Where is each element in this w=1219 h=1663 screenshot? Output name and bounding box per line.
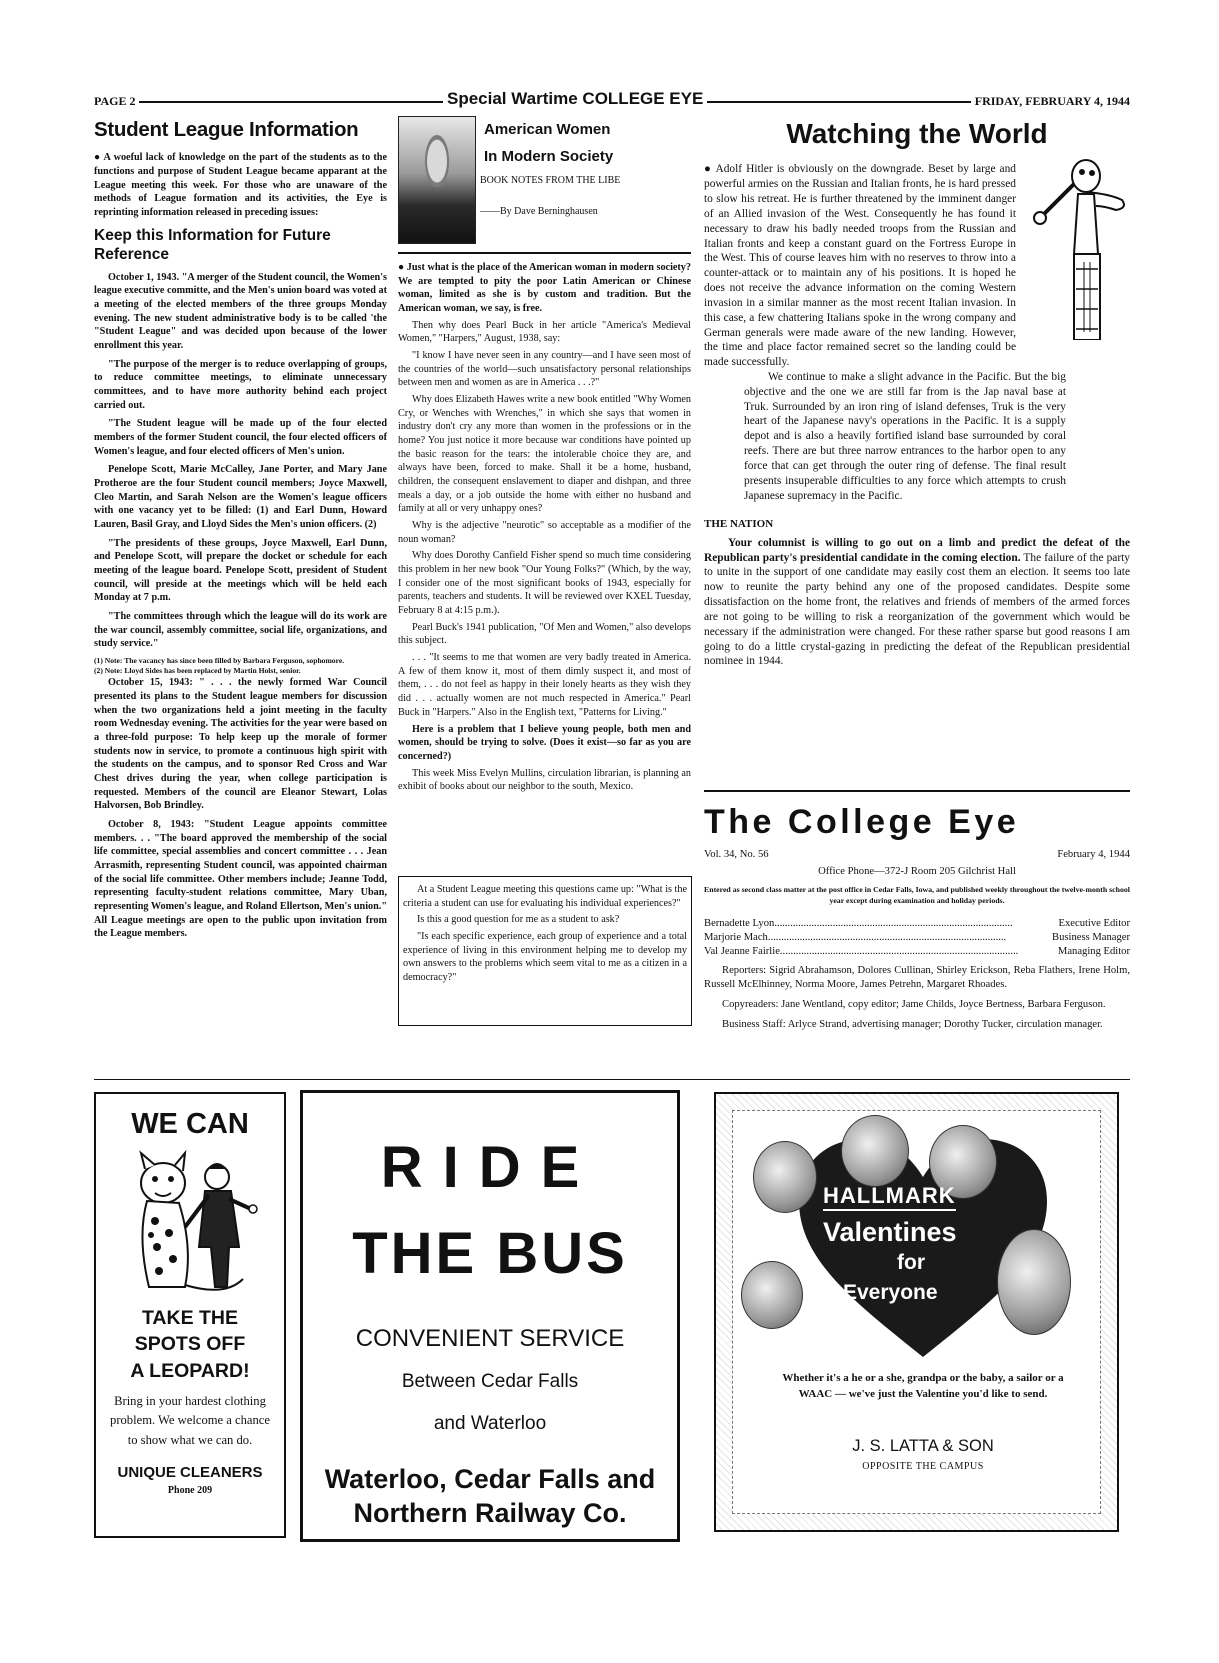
book-paragraph: Then why does Pearl Buck in her article "America's Medieval Women," "Harpers," August, 1938, say: — [398, 319, 691, 345]
league-lead: ● A woeful lack of knowledge on the part of the students as to the functions and purpose of Student League became apparant at the League meeting this week. For those who are unaware of the methods of League formation and its activities, the Eye is reprinting information released in preceding issues: — [94, 152, 387, 219]
business-staff-list: Business Staff: Arlyce Strand, advertising manager; Dorothy Tucker, circulation manager. — [722, 1018, 1103, 1030]
reporters-list: Reporters: Sigrid Abrahamson, Dolores Cullinan, Shirley Erickson, Reba Flathers, Irene Holm, Russell McElhinney, Norma Moore, James Petrehn, Margaret Rhoades. — [704, 965, 1130, 991]
paper-title: Special Wartime COLLEGE EYE — [443, 89, 707, 109]
book-notes-headline-2: In Modern Society — [484, 148, 614, 165]
leader-dots: .......................................................................................... — [767, 931, 1007, 943]
ride-the-bus-ad — [300, 1090, 680, 1542]
league-subhead: Keep this Information for Future Reference — [94, 226, 331, 264]
masthead-office: Office Phone—372-J Room 205 Gilchrist Hall — [818, 865, 1016, 877]
store-address: OPPOSITE THE CAMPUS — [862, 1461, 984, 1472]
staff-name: Val Jeanne Fairlie — [704, 945, 780, 957]
face-icon — [841, 1115, 909, 1187]
staff-role: Managing Editor — [1057, 945, 1130, 957]
league-paragraph: "The committees through which the league will do its work are the war council, assembly committee, social life, organizations, and study service." — [94, 611, 387, 650]
book-paragraph: Why is the adjective "neurotic" so acceptable as a modifier of the noun woman? — [398, 520, 691, 545]
book-notes-byline: ——By Dave Berninghausen — [480, 206, 598, 218]
world-headline: Watching the World — [786, 118, 1048, 149]
leader-dots: .......................................................................................... — [774, 918, 1013, 930]
author-portrait — [398, 116, 476, 244]
book-notes-headline-1: American Women — [484, 121, 611, 138]
cleaners-name: UNIQUE CLEANERS — [117, 1464, 263, 1482]
box-paragraph: Is this a good question for me as a student to ask? — [417, 914, 620, 926]
staff-name: Bernadette Lyon — [704, 918, 775, 930]
book-paragraph: Pearl Buck's 1941 publication, "Of Men and Women," also develops this subject. — [398, 621, 691, 647]
league-headline: Student League Information — [94, 118, 359, 141]
bus-service: CONVENIENT SERVICE — [355, 1325, 625, 1352]
bus-headline-2: THE BUS — [352, 1221, 628, 1286]
cleaners-line-1: TAKE THE — [141, 1307, 239, 1329]
railway-name-1: Waterloo, Cedar Falls and — [324, 1464, 656, 1494]
cleaners-line-3: A LEOPARD! — [130, 1359, 250, 1382]
page-header — [94, 89, 1130, 112]
masthead-entry-notice: Entered as second class matter at the post office in Cedar Falls, Iowa, and published weekly throughout the twelve-month school year except during examination and holiday periods. — [704, 884, 1130, 906]
leader-dots: .......................................................................................... — [779, 945, 1019, 957]
world-paragraph: ● Adolf Hitler is obviously on the downgrade. Beset by large and powerful armies on the Russian and Italian fronts, he is hard pressed to slow his retreat. He is further threatened by the imminent danger of an Allied invasion of the West. Consequently he has found it necessary to draw his badly needed troops from the Russian and Italian fronts and keep a constant guard on the Fortress Europe in the West. This of course leaves him with no reserves to throw into a counter-attack or to maintain any of his positions. It is hoped he does not receive the advance information on the coming Western invasion in a similar manner as the most recent Italian invasion. In this case, a few chattering Italians spoke in the wrong company and German generals were made aware of the new landing. However, the time and place factor remained secret so the landing could be made successfully. — [704, 163, 1016, 369]
railway-name-2: Northern Railway Co. — [353, 1497, 627, 1528]
book-paragraph: This week Miss Evelyn Mullins, circulation librarian, is planning an exhibit of books about our neighbor to the south, Mexico. — [398, 767, 691, 793]
face-icon — [753, 1141, 817, 1213]
league-paragraph: "The presidents of these groups, Joyce Maxwell, Earl Dunn, and Penelope Scott, will prepare the docket or schedule for each meeting of the league board. Penelope Scott, president of Student council, will preside at the meetings which will be held each Monday at 7 p.m. — [94, 537, 387, 604]
telescope-cartoon-icon — [1024, 154, 1134, 340]
bus-route-1: Between Cedar Falls — [401, 1371, 579, 1392]
hallmark-line-1: Valentines — [823, 1217, 957, 1247]
league-note: (1) Note: The vacancy has since been filled by Barbara Ferguson, sophomore. — [94, 656, 345, 666]
leopard-cleaner-icon — [115, 1147, 265, 1299]
book-paragraph: Here is a problem that I believe young people, both men and women, should be trying to solve. (Does it exist—so far as you are concerned?) — [398, 723, 691, 762]
league-paragraph: "The purpose of the merger is to reduce overlapping of groups, to reduce committee meetings, to eliminate unnecessary committees, and to have more authority behind each project carried out. — [94, 358, 387, 411]
world-paragraph: We continue to make a slight advance in the Pacific. But the big objective and the one we are still far from is the Jap naval base at Truk. Surrounded by an iron ring of island defenses, Truk is the very heart of the Japanese navy's operations in the Pacific. It is a supply depot and is also a heavily fortified island base surrounded by coral reefs. There are but three narrow entrances to the harbor open to any force that can get through the outer ring of defense. The final result presents insuperable difficulties to any force which attempts to crush Japanese supremacy in the Pacific. — [744, 370, 1066, 502]
league-note: (2) Note: Lloyd Sides has been replaced by Martin Holst, senior. — [94, 666, 301, 676]
cleaners-phone: Phone 209 — [167, 1485, 213, 1497]
staff-role: Business Manager — [1052, 931, 1130, 943]
masthead-date: February 4, 1944 — [1057, 849, 1130, 861]
masthead-rule — [704, 790, 1130, 792]
league-paragraph: October 1, 1943. "A merger of the Student council, the Women's league executive committe, and the Men's union board was voted at a meeting of the elected members of the three groups Monday evening. The new student administrative body is to be called 'the "Student League" and was decided upon because of the lower enrollment this year. — [94, 271, 387, 351]
student-league-article — [94, 116, 387, 946]
league-paragraph: Penelope Scott, Marie McCalley, Jane Porter, and Mary Jane Protheroe are the four Student council members; Joyce Maxwell, Cleo Martin, and Sarah Nelson are the Women's league officers with one vacancy yet to be filled: (1) and Earl Dunn, Howard Lauren, Basil Gray, and Lloyd Sides the Men's union officers. (2) — [94, 464, 387, 530]
copyreaders-list: Copyreaders: Jane Wentland, copy editor; Jame Childs, Joyce Bertness, Barbara Ferguson. — [722, 998, 1106, 1010]
page-number: PAGE 2 — [94, 94, 139, 109]
hallmark-line-3: Everyone — [843, 1281, 938, 1304]
hallmark-body: Whether it's a he or a she, grandpa or the baby, a sailor or a WAAC — we've just the Valentine you'd like to send. — [782, 1372, 1064, 1400]
book-notes-article — [398, 116, 691, 797]
cleaners-headline: WE CAN — [131, 1108, 249, 1140]
issue-date: FRIDAY, FEBRUARY 4, 1944 — [971, 94, 1130, 109]
masthead-volume-row — [704, 848, 1130, 862]
hallmark-valentines-ad — [714, 1092, 1119, 1532]
book-paragraph: Why does Elizabeth Hawes write a new book entitled "Why Women Cry, or Wenches with Wrenches," in which she says that women in industry don't cry any more than women in the professions or in the home? You just notice it more because war conditions have pointed up the basic reason for the tears: the intolerable choice they are, and always have been, forced to make. Shall it be a home, husband, children, the consequent enslavement to diaper and dishpan, and three meals a day, or a job outside the home with either no husband and family at all or very unhappy ones? — [398, 394, 691, 515]
nation-text: The failure of the party to unite in the support of one candidate may easily cost them an election. It seems too late now to reunite the party behind any one of the proposed candidates. Despite some dissatisfaction on the home front, the relatives and friends of members of the armed forces are not going to be willing to risk a reorganization of the government which would be necessary if the administration were changed. For these rather sparse but good reasons I am going to do a little crystal-gazing in predicting the defeat of the Republican presidential nominee in 1944. — [704, 551, 1130, 668]
book-paragraph: "I know I have never seen in any country—and I have seen most of the countries of the world—such unsatisfactory personal relationships between men and women as are in America . . .?" — [398, 350, 691, 389]
watching-world-article — [704, 116, 1130, 669]
book-notes-header — [398, 116, 691, 254]
book-paragraph: Why does Dorothy Canfield Fisher spend so much time considering this problem in her new book "Our Young Folks?" (Which, by the way, I consider one of the most significant books of 1943, especially for parents, teachers and students. It will be reviewed over KXEL Tuesday, February 8 at 4:15 p.m.). — [398, 550, 691, 617]
book-paragraph: . . . "It seems to me that women are very badly treated in America. A few of them know it, most of them dimly suspect it, and most of them, . . . do not feel as happy in their lonely hearts as they wish they did . . . actually women are not much respected in America." Pearl Buck in "Harpers." Also in the English text, "Patterns for Living." — [398, 652, 691, 718]
league-paragraph: "The Student league will be made up of the four elected members of the former Student council, the four elected officers of Women's league, and four elected officers of Men's union. — [94, 418, 387, 457]
league-paragraph: October 15, 1943: " . . . the newly formed War Council presented its plans to the Student league members for discussion when the two organizations held a joint meeting in the faculty room Wednesday evening. The activities for the year were based on a three-fold purpose: To help keep up the morale of former students now in service, to promote a continuous high spirit with the students on the campus, and to sponsor Red Cross and War Chest drives during the year, when college participation is requested. Members of the council are Eleanor Stewart, Lolas Halvorsen, Bob Brindley. — [94, 677, 387, 812]
cleaners-line-2: SPOTS OFF — [134, 1333, 246, 1356]
nation-paragraph — [704, 536, 1130, 669]
ad-inner-panel — [732, 1110, 1101, 1514]
box-paragraph: "Is each specific experience, each group of experience and a total experience of living in this environment helping me to develop my own answers to the problems which seem vital to me as a citizen in a democracy?" — [403, 931, 687, 984]
book-paragraph: ● Just what is the place of the American woman in modern society? We are tempted to pity the poor Latin American or Chinese woman, limited as she is by custom and tradition. But the American woman, we say, is free. — [398, 262, 691, 315]
staff-list — [704, 917, 1130, 958]
box-paragraph: At a Student League meeting this questions came up: "What is the criteria a student can use for evaluating his individual experiences?" — [403, 884, 687, 909]
staff-row — [704, 945, 1130, 959]
nation-lead: Your columnist is willing to go out on a limb and predict the defeat of the Republican party's presidential candidate in the coming election. — [704, 536, 1130, 564]
ads-divider — [94, 1079, 1130, 1080]
college-eye-masthead — [704, 800, 1130, 1031]
masthead-volume: Vol. 34, No. 56 — [704, 849, 769, 861]
staff-role: Executive Editor — [1058, 918, 1130, 930]
hallmark-brand: HALLMARK — [823, 1183, 956, 1211]
masthead-title: The College Eye — [704, 803, 1020, 841]
book-notes-kicker: BOOK NOTES FROM THE LIBE — [480, 175, 621, 186]
staff-row — [704, 917, 1130, 931]
league-paragraph: October 8, 1943: "Student League appoints committee members. . . "The board approved the membership of the social life committee, special assemblies and concert committee . . . Jean Arrasmith, representing Student council, was appointed chairman of the social life committee. Other members include; Jeanne Todd, representing faculty-student relations committee, Mary Uban, representing Women's league, and Roland Ellertson, Men's union." All League meetings are open to the public upon invitation from the League members. — [94, 818, 387, 940]
staff-name: Marjorie Mach — [704, 931, 768, 943]
unique-cleaners-ad — [94, 1092, 286, 1538]
bus-headline-1: RIDE — [380, 1135, 600, 1200]
store-name: J. S. LATTA & SON — [852, 1437, 994, 1455]
nation-heading: THE NATION — [704, 518, 774, 531]
staff-row — [704, 931, 1130, 945]
league-question-box — [398, 876, 692, 1026]
cleaners-body: Bring in your hardest clothing problem. We welcome a chance to show what we can do. — [110, 1393, 270, 1447]
hallmark-line-2: for — [897, 1251, 925, 1274]
bus-route-2: and Waterloo — [433, 1413, 547, 1434]
face-icon — [741, 1261, 803, 1329]
